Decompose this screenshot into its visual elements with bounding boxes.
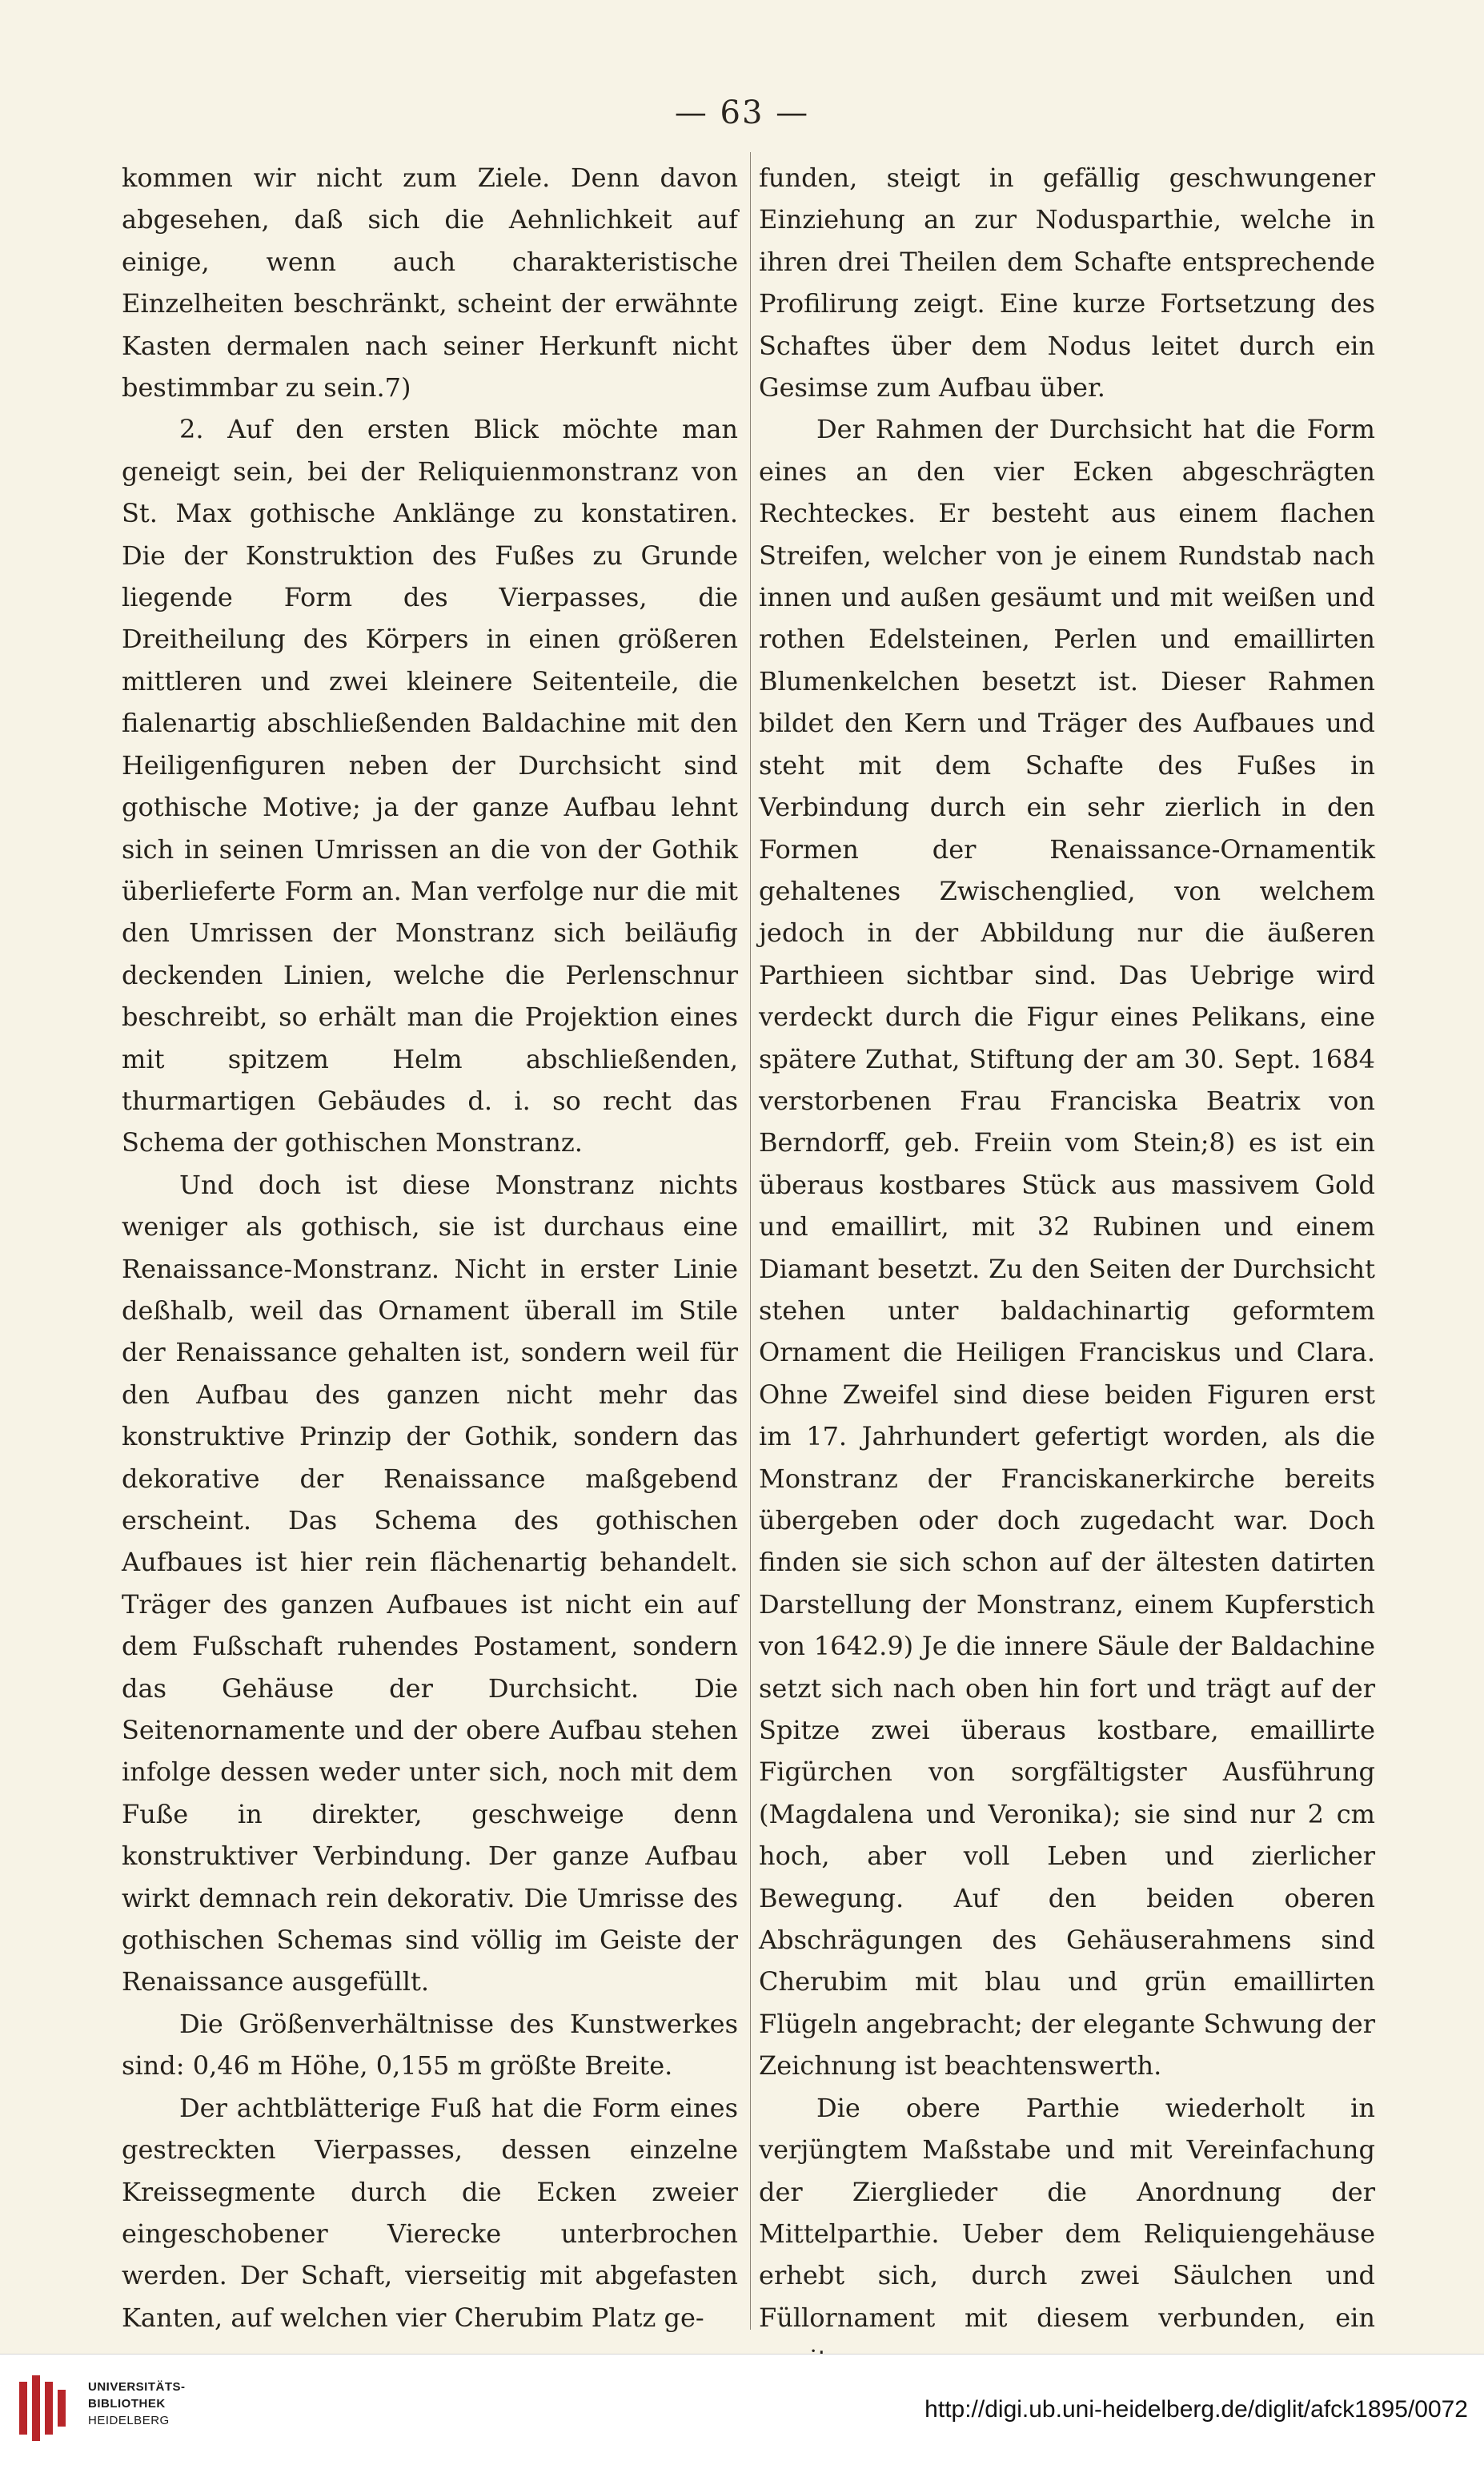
paragraph: Der Rahmen der Durchsicht hat die Form eines an den vier Ecken abgeschrägten Rechteckes. Er besteht aus einem flachen Streifen, welcher von je einem Rundstab nach innen und außen gesäumt und mit weißen und rothen Edelsteinen, Perlen und emaillirten Blumenkelchen besetzt ist. Dieser Rahmen bildet den Kern und Träger des Aufbaues und steht mit dem Schafte des Fußes in Verbindung durch ein sehr zierlich in den Formen der Renaissance-Ornamentik gehaltenes Zwischenglied, von welchem jedoch in der Abbildung nur die äußeren Parthieen sichtbar sind. Das Uebrige wird verdeckt durch die Figur eines Pelikans, eine spätere Zuthat, Stiftung der am 30. Sept. 1684 verstorbenen Frau Franciska Beatrix von Berndorff, geb. Freiin vom Stein;8) es ist ein überaus kostbares Stück aus massivem Gold und emaillirt, mit 32 Rubinen und einem Diamant besetzt. Zu den Seiten der Durchsicht stehen unter baldachinartig geformtem Ornament die Heiligen Franciskus und Clara. Ohne Zweifel sind diese beiden Figuren erst im 17. Jahrhundert gefertigt worden, als die Monstranz der Franciskanerkirche bereits übergeben oder doch zugedacht war. Doch finden sie sich schon auf der ältesten datirten Darstellung der Monstranz, einem Kupferstich von 1642.9) Je die innere Säule der Baldachine setzt sich nach oben hin fort und trägt auf der Spitze zwei überaus kostbare, emaillirte Figürchen von sorgfältigster Ausführung (Magdalena und Veronika); sie sind nur 2 cm hoch, aber voll Leben und zierlicher Bewegung. Auf den beiden oberen Abschrägungen des Gehäuserahmens sind Cherubim mit blau und grün emaillirten Flügeln angebracht; der elegante Schwung der Zeichnung ist beachtenswerth.: [759, 414, 1375, 2082]
permalink-url[interactable]: http://digi.ub.uni-heidelberg.de/diglit/afck1895/0072: [924, 2396, 1468, 2423]
paragraph: 2. Auf den ersten Blick möchte man geneigt sein, bei der Reliquienmonstranz von St. Max gothische Anklänge zu konstatiren. Die der Konstruktion des Fußes zu Grunde liegende Form des Vierpasses, die Dreitheilung des Körpers in einen größeren mittleren und zwei kleinere Seitenteile, die fialenartig abschließenden Baldachine mit den Heiligenfiguren neben der Durchsicht sind gothische Motive; ja der ganze Aufbau lehnt sich in seinen Umrissen an die von der Gothik überlieferte Form an. Man verfolge nur die mit den Umrissen der Monstranz sich beiläufig deckenden Linien, welche die Perlenschnur beschreibt, so erhält man die Projektion eines mit spitzem Helm abschließenden, thurmartigen Gebäudes d. i. so recht das Schema der gothischen Monstranz.: [122, 414, 738, 1158]
logo-line: HEIDELBERG: [88, 2414, 170, 2427]
page-number: — 63 —: [674, 94, 810, 131]
library-seal-icon: [14, 2372, 78, 2444]
viewer-footer: [0, 2354, 1484, 2465]
paragraph: Die Größenverhältnisse des Kunstwerkes sind: 0,46 m Höhe, 0,155 m größte Breite.: [122, 2008, 738, 2082]
column-divider: [750, 152, 751, 2330]
paragraph: kommen wir nicht zum Ziele. Denn davon abgesehen, daß sich die Aehnlichkeit auf einige, wenn auch charakteristische Einzelheiten beschränkt, scheint der erwähnte Kasten dermalen nach seiner Herkunft nicht bestimmbar zu sein.7): [122, 163, 738, 403]
paragraph: Der achtblätterige Fuß hat die Form eines gestreckten Vierpasses, dessen einzelne Kreissegmente durch die Ecken zweier eingeschobener Vierecke unterbrochen werden. Der Schaft, vierseitig mit abgefasten Kanten, auf welchen vier Cherubim Platz ge-: [122, 2092, 738, 2333]
library-logo[interactable]: [14, 2372, 207, 2444]
logo-line: UNIVERSITÄTS-: [88, 2380, 186, 2394]
paragraph: Und doch ist diese Monstranz nichts weniger als gothisch, sie ist durchaus eine Renaissance-Monstranz. Nicht in erster Linie deßhalb, weil das Ornament überall im Stile der Renaissance gehalten ist, sondern weil für den Aufbau des ganzen nicht mehr das konstruktive Prinzip der Gothik, sondern das dekorative der Renaissance maßgebend erscheint. Das Schema des gothischen Aufbaues ist hier rein flächenartig behandelt. Träger des ganzen Aufbaues ist nicht ein auf dem Fußschaft ruhendes Postament, sondern das Gehäuse der Durchsicht. Die Seitenornamente und der obere Aufbau stehen infolge dessen weder unter sich, noch mit dem Fuße in direkter, geschweige denn konstruktiver Verbindung. Der ganze Aufbau wirkt demnach rein dekorativ. Die Umrisse des gothischen Schemas sind völlig im Geiste der Renaissance ausgefüllt.: [122, 1169, 738, 1997]
right-column: [759, 157, 1375, 2381]
library-name: [88, 2379, 186, 2429]
logo-line: BIBLIOTHEK: [88, 2397, 166, 2411]
paragraph: funden, steigt in gefällig geschwungener Einziehung an zur Nodusparthie, welche in ihren drei Theilen dem Schafte entsprechende Profilirung zeigt. Eine kurze Fortsetzung des Schaftes über dem Nodus leitet durch ein Gesimse zum Aufbau über.: [759, 163, 1375, 403]
left-column: [122, 157, 738, 2339]
paragraph: Die obere Parthie wiederholt in verjüngtem Maßstabe und mit Vereinfachung der Zierglieder die Anordnung der Mittelparthie. Ueber dem Reliquiengehäuse erhebt sich, durch zwei Säulchen und Füllornament mit diesem verbunden, ein: [759, 2092, 1375, 2333]
